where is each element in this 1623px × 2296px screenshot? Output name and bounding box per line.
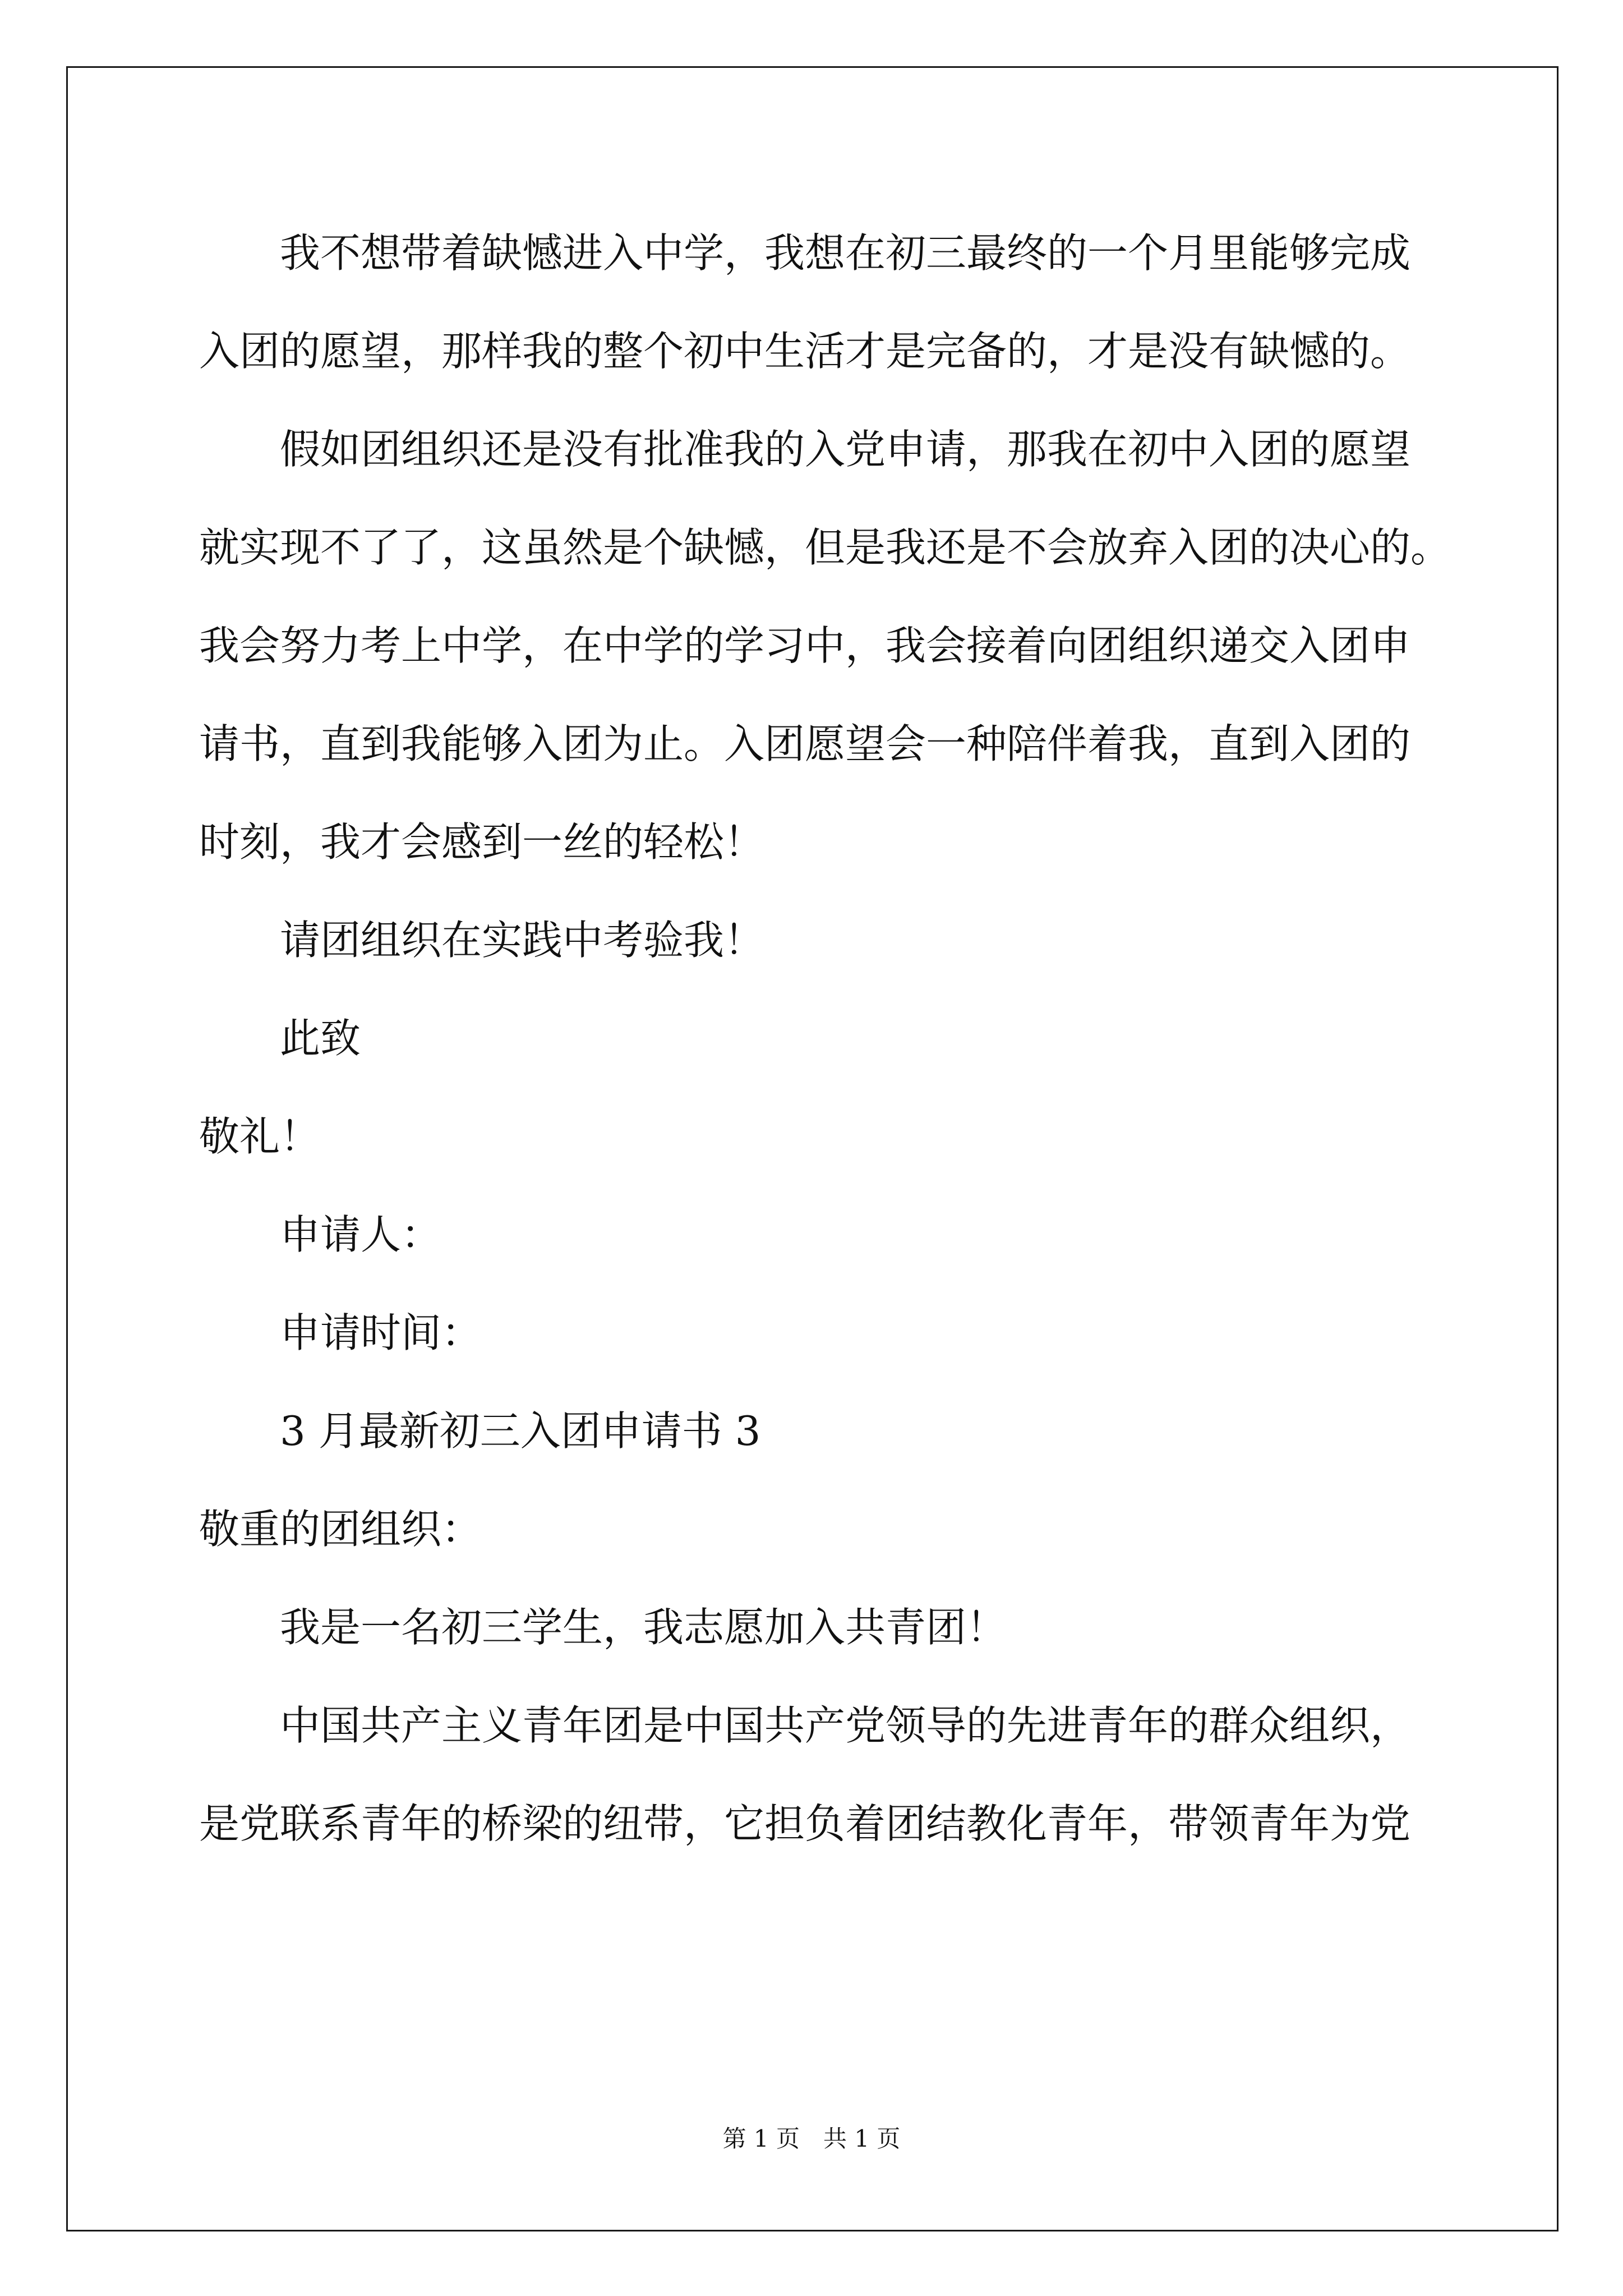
applicant-label: 申请人： [280, 1211, 442, 1258]
text-line-6: 请书，直到我能够入团为止。入团愿望会一种陪伴着我，直到入团的 [199, 720, 1411, 767]
text-line-4: 就实现不了了，这虽然是个缺憾，但是我还是不会放弃入团的决心的。 [199, 524, 1451, 571]
text-line-7: 时刻，我才会感到一丝的轻松！ [199, 818, 765, 866]
text-line-15: 我是一名初三学生，我志愿加入共青团！ [280, 1604, 1007, 1651]
text-line-1: 我不想带着缺憾进入中学，我想在初三最终的一个月里能够完成 [280, 229, 1411, 277]
greeting-line: 敬重的团组织： [199, 1506, 482, 1553]
text-line-17: 是党联系青年的桥梁的纽带，它担负着团结教化青年，带领青年为党 [199, 1800, 1411, 1847]
text-line-5: 我会努力考上中学，在中学的学习中，我会接着向团组织递交入团申 [199, 622, 1411, 669]
salutation-cizhi: 此致 [280, 1015, 361, 1062]
text-line-3: 假如团组织还是没有批准我的入党申请，那我在初中入团的愿望 [280, 426, 1411, 473]
application-date-label: 申请时间： [280, 1309, 482, 1356]
section-title: 3 月最新初三入团申请书 3 [280, 1407, 761, 1455]
page-footer: 第 1 页 共 1 页 [722, 2125, 901, 2152]
text-line-8: 请团组织在实践中考验我！ [280, 917, 765, 964]
text-line-2: 入团的愿望，那样我的整个初中生活才是完备的，才是没有缺憾的。 [199, 328, 1411, 375]
text-line-16: 中国共产主义青年团是中国共产党领导的先进青年的群众组织， [280, 1702, 1411, 1749]
salutation-jingli: 敬礼！ [199, 1113, 321, 1160]
